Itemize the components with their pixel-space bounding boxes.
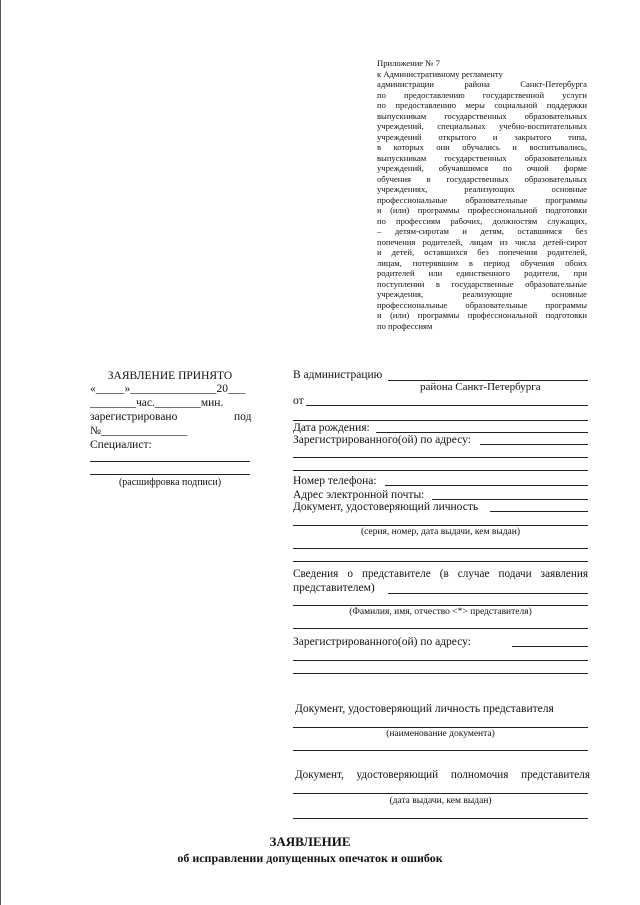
specialist-signature-line: [90, 461, 250, 462]
header-line: по профессиям рабочих, должностям служащих,: [377, 215, 587, 226]
rep-identity-caption: (наименование документа): [386, 729, 495, 739]
email-label: Адрес электронной почты:: [293, 489, 425, 501]
rep-authority-label: Документ, удостоверяющий полномочия представителя: [295, 769, 590, 781]
header-line: Приложение № 7: [377, 58, 440, 68]
header-line: профессиональные образовательные программы: [377, 299, 587, 310]
rep-name-line-3: [293, 628, 588, 629]
rep-name-caption: (Фамилия, имя, отчество <*> представителя): [349, 607, 532, 617]
rep-authority-caption: (дата выдачи, кем выдан): [389, 796, 492, 806]
header-line: родителей или единственного родителя, при: [377, 268, 587, 278]
identity-doc-line-3: [293, 548, 588, 549]
rep-address-line-1: [512, 646, 588, 647]
header-line: – детям-сиротам и детям, оставшимся без: [377, 226, 587, 236]
under-label: под: [234, 411, 252, 423]
signature-caption: (расшифровка подписи): [118, 477, 222, 488]
specialist-name-line: [90, 474, 250, 475]
accepted-title: ЗАЯВЛЕНИЕ ПРИНЯТО: [107, 370, 233, 382]
address-line-2: [293, 457, 588, 458]
header-line: поступлении в государственные образовательные: [377, 278, 587, 289]
rep-info-line-1: Сведения о представителе (в случае подачи заявления: [293, 568, 588, 580]
from-label: от: [293, 395, 304, 407]
header-line: к Административному регламенту: [377, 68, 503, 79]
rep-name-line-2: [293, 605, 588, 606]
header-line: профессиональные образовательные программы: [377, 194, 587, 205]
rep-identity-label: Документ, удостоверяющий личность представителя: [295, 703, 554, 715]
statement-subtitle: об исправлении допущенных опечаток и ошибок: [177, 851, 443, 865]
header-line: по профессиям: [377, 320, 433, 331]
rep-identity-line-2: [293, 750, 588, 751]
header-line: и (или) программы профессиональной подготовки: [377, 205, 587, 215]
rep-name-line-1: [388, 593, 588, 594]
rep-authority-line-1: [293, 793, 588, 794]
birth-date-label: Дата рождения:: [293, 422, 370, 434]
header-line: и детей, оставшихся без попечения родителей,: [377, 247, 587, 257]
identity-doc-line-2: [293, 525, 588, 526]
district-label: района Санкт-Петербурга: [420, 381, 541, 393]
identity-doc-label: Документ, удостоверяющий личность: [293, 501, 479, 513]
header-line: выпускникам государственных образовательных: [377, 110, 587, 121]
statement-title: ЗАЯВЛЕНИЕ: [269, 834, 351, 849]
from-line: [306, 405, 588, 406]
header-line: учреждений, обучавшимся по очной форме: [377, 163, 587, 173]
header-line: в которых они обучались и воспитывались,: [377, 142, 587, 152]
header-line: попечения родителей, лицам из числа детей-сирот: [377, 236, 587, 247]
registration-number: №_______________: [90, 425, 188, 437]
phone-line: [385, 485, 588, 486]
rep-address-line-2: [293, 660, 588, 661]
header-line: учреждениях, реализующих основные: [377, 184, 587, 194]
rep-identity-line-1: [293, 727, 588, 728]
header-line: учреждений открытого и закрытого типа,: [377, 131, 587, 142]
appendix-header: [377, 58, 587, 331]
header-line: учреждения, реализующие основные: [377, 289, 587, 299]
header-line: по предоставлению государственной услуги: [377, 89, 587, 100]
to-admin-label: В администрацию: [293, 369, 383, 381]
accepted-time-line: ________час.________мин.: [90, 397, 224, 409]
rep-authority-line-2: [293, 818, 588, 819]
address-line-1: [480, 444, 588, 445]
header-line: обучения в государственных образовательных: [377, 173, 587, 184]
address-label: Зарегистрированного(ой) по адресу:: [293, 434, 471, 446]
rep-address-line-3: [293, 673, 588, 674]
rep-info-line-2: представителем): [293, 582, 375, 594]
accepted-date-line: «_____»_______________20___: [90, 383, 246, 395]
rep-address-label: Зарегистрированного(ой) по адресу:: [293, 636, 471, 648]
specialist-label: Специалист:: [90, 439, 152, 451]
header-line: лицам, потерявшим в период обучения обоих: [377, 257, 587, 268]
header-line: администрации района Санкт-Петербурга: [377, 79, 587, 89]
registered-label: зарегистрировано: [90, 411, 178, 423]
page-edge-line: [0, 0, 1, 905]
identity-doc-line-1: [490, 511, 588, 512]
header-line: и (или) программы профессиональной подготовки: [377, 310, 587, 320]
identity-doc-caption: (серия, номер, дата выдачи, кем выдан): [360, 527, 520, 537]
header-line: выпускникам государственных образовательных: [377, 152, 587, 163]
header-line: учреждений, специальных учебно-воспитательных: [377, 121, 587, 131]
address-line-3: [293, 470, 588, 471]
identity-doc-line-4: [293, 561, 588, 562]
phone-label: Номер телефона:: [293, 475, 377, 487]
header-line: по предоставлению меры социальной поддержки: [377, 100, 587, 110]
